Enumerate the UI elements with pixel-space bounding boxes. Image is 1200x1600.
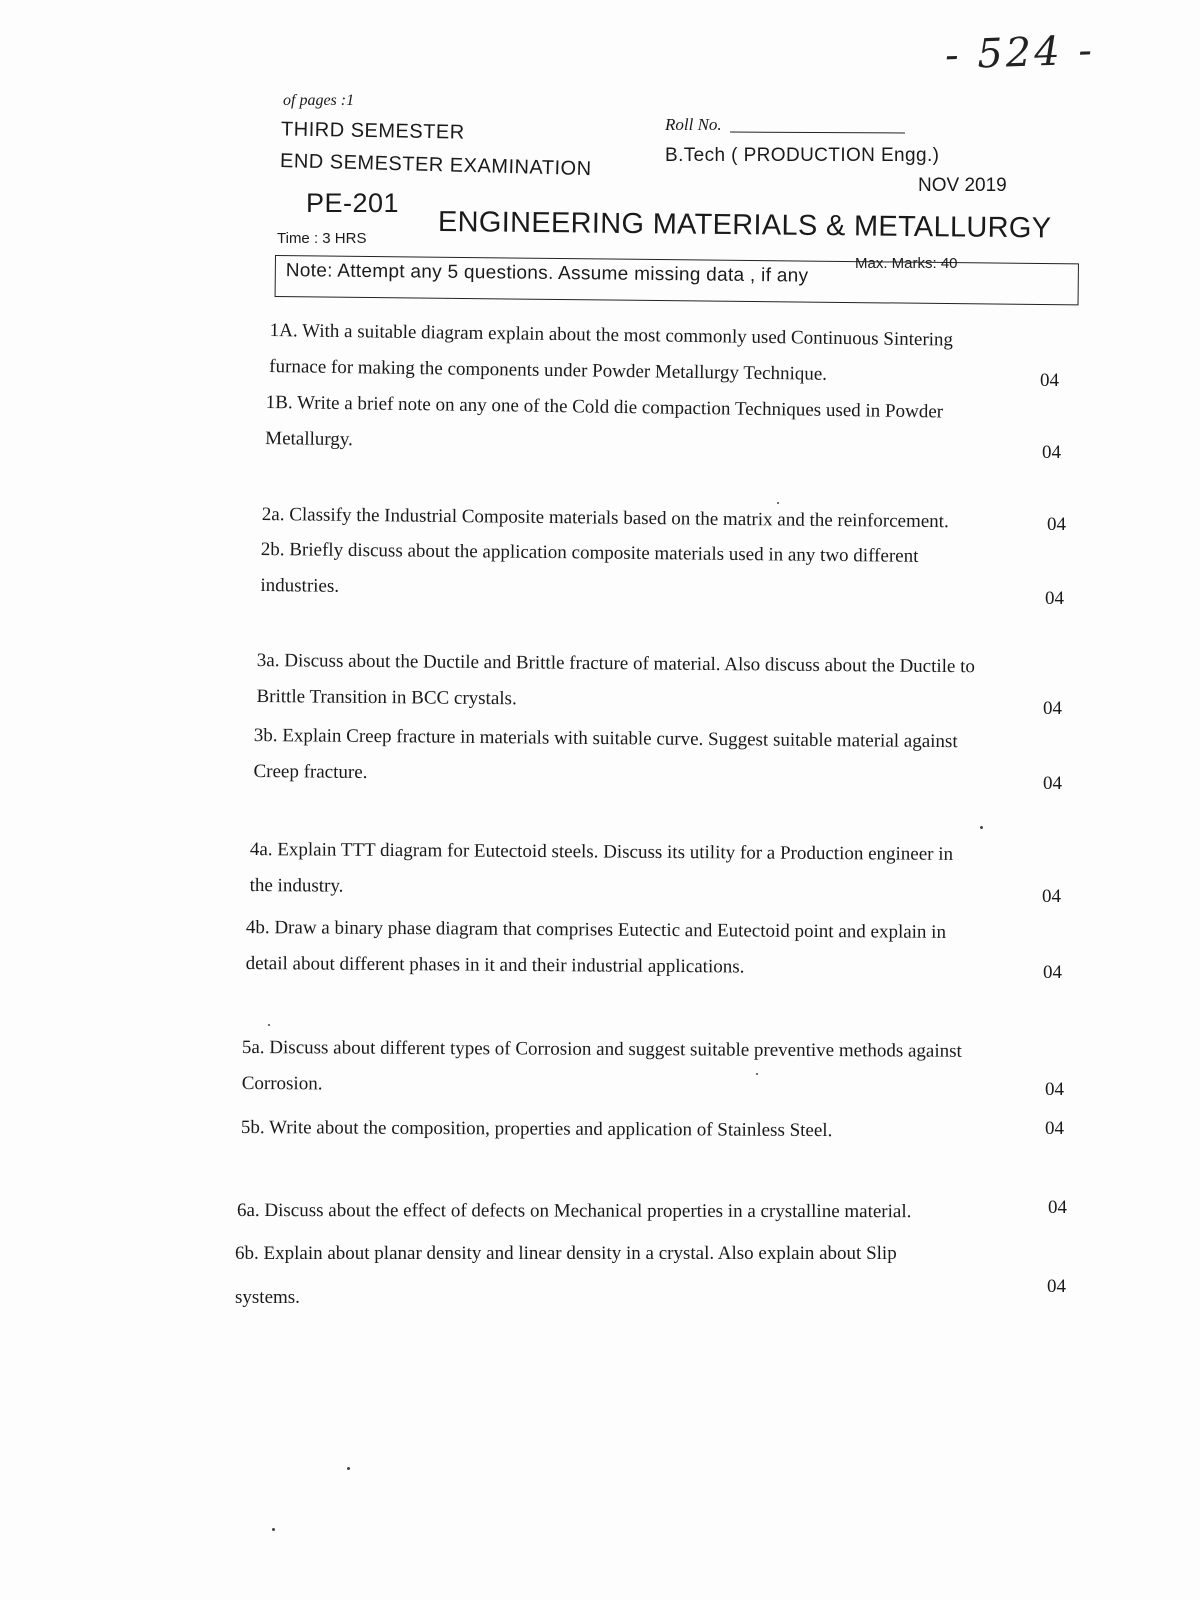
question-line: 1B. Write a brief note on any one of the Cold die compaction Techniques used in Powder [265, 391, 944, 423]
question-line: 1A. With a suitable diagram explain about the most commonly used Continuous Sintering [269, 319, 954, 351]
question-marks: 04 [1042, 886, 1061, 907]
question-line: Corrosion. [241, 1072, 323, 1095]
max-marks: Max. Marks: 40 [855, 255, 958, 272]
program-label: B.Tech ( PRODUCTION Engg.) [665, 145, 940, 166]
question-6b [235, 1232, 897, 1320]
question-line: systems. [235, 1287, 300, 1308]
question-5a [242, 1030, 962, 1106]
question-line: detail about different phases in it and their industrial applications. [245, 952, 745, 978]
question-line: 2b. Briefly discuss about the application composite materials used in any two different [260, 538, 919, 567]
roll-number-blank-line [730, 132, 905, 134]
question-3a [256, 643, 975, 721]
question-line: Brittle Transition in BCC crystals. [256, 685, 517, 710]
semester-label: THIRD SEMESTER [280, 118, 465, 144]
question-4b [245, 910, 946, 987]
question-marks: 04 [1045, 1118, 1064, 1139]
exam-type-label: END SEMESTER EXAMINATION [279, 150, 592, 181]
question-line: Creep fracture. [253, 760, 368, 783]
scan-speck [756, 1073, 758, 1075]
scan-speck [272, 1528, 275, 1531]
scan-speck [347, 1467, 350, 1470]
question-line: 5a. Discuss about different types of Corrosion and suggest suitable preventive methods against [241, 1036, 962, 1062]
instructions-box [275, 255, 1079, 305]
question-marks: 04 [1042, 442, 1061, 463]
question-line: 4a. Explain TTT diagram for Eutectoid steels. Discuss its utility for a Production engineer in [249, 838, 954, 865]
question-line: 3b. Explain Creep fracture in materials with suitable curve. Suggest suitable material against [253, 724, 958, 753]
instructions-note: Note: Attempt any 5 questions. Assume missing data , if any [285, 260, 809, 287]
question-marks: 04 [1043, 773, 1062, 794]
time-allowed: Time : 3 HRS [277, 230, 367, 247]
roll-number-label: Roll No. [665, 115, 722, 134]
question-marks: 04 [1043, 698, 1062, 719]
question-line: 6a. Discuss about the effect of defects on Mechanical properties in a crystalline material. [236, 1200, 912, 1223]
question-marks: 04 [1047, 514, 1066, 535]
question-line: furnace for making the components under Powder Metallurgy Technique. [269, 355, 828, 385]
question-1a [269, 313, 953, 395]
question-marks: 04 [1040, 370, 1059, 391]
exam-date: NOV 2019 [918, 175, 1007, 196]
question-line: Metallurgy. [265, 427, 354, 451]
question-3b [253, 718, 957, 796]
scan-speck [268, 1024, 270, 1026]
course-code: PE-201 [306, 188, 400, 218]
question-4a [249, 832, 953, 909]
course-title: ENGINEERING MATERIALS & METALLURGY [437, 206, 1052, 245]
question-line: the industry. [249, 874, 344, 897]
question-marks: 04 [1045, 1079, 1064, 1100]
handwritten-page-number: - 524 - [944, 27, 1096, 79]
question-marks: 04 [1045, 588, 1064, 609]
question-1b [265, 385, 943, 466]
question-6a [237, 1193, 911, 1230]
question-line: 3a. Discuss about the Ductile and Brittle fracture of material. Also discuss about the Ductile to [256, 649, 976, 678]
question-line: 2a. Classify the Industrial Composite materials based on the matrix and the reinforcement. [261, 503, 949, 533]
question-2b [260, 532, 918, 611]
question-line: 6b. Explain about planar density and linear density in a crystal. Also explain about Slip [235, 1243, 897, 1264]
question-5b [241, 1110, 833, 1149]
question-marks: 04 [1047, 1276, 1066, 1297]
question-line: industries. [260, 574, 340, 597]
scan-speck [777, 502, 779, 504]
pages-count-label: of pages :1 [283, 92, 355, 109]
question-line: 4b. Draw a binary phase diagram that comprises Eutectic and Eutectoid point and explain in [245, 916, 947, 943]
question-marks: 04 [1043, 962, 1062, 983]
scan-speck [980, 826, 983, 829]
question-marks: 04 [1048, 1197, 1067, 1218]
question-line: 5b. Write about the composition, properties and application of Stainless Steel. [240, 1116, 833, 1142]
